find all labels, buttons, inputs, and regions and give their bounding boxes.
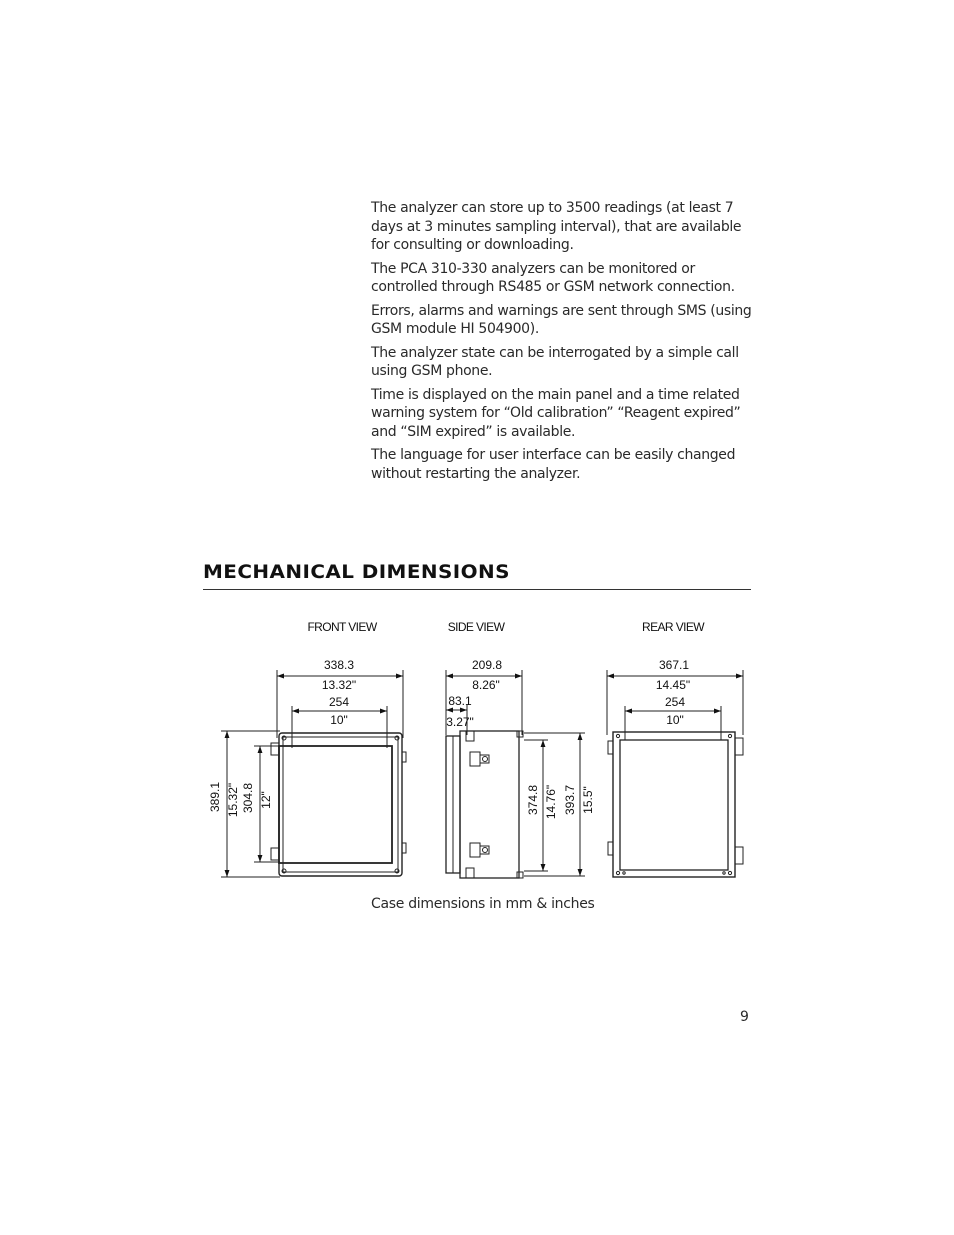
paragraph-state-call: The analyzer state can be interrogated by a simple call using GSM phone. <box>371 344 739 379</box>
front-height-in: 15.32" <box>226 782 240 818</box>
figure-caption: Case dimensions in mm & inches <box>371 896 595 912</box>
paragraph-sms: Errors, alarms and warnings are sent through SMS (using GSM module HI 504900). <box>371 302 752 337</box>
side-height-in: 14.76" <box>544 784 558 820</box>
front-height-mm: 389.1 <box>208 781 222 813</box>
front-view-label: FRONT VIEW <box>307 620 377 634</box>
front-width-in: 13.32" <box>321 678 357 692</box>
front-inner-width-in: 10" <box>330 713 348 727</box>
paragraph-language: The language for user interface can be easily changed without restarting the analyzer. <box>371 447 736 482</box>
front-width-mm: 338.3 <box>323 658 355 672</box>
side-height-mm: 374.8 <box>526 784 540 816</box>
rear-inner-width-in: 10" <box>666 713 684 727</box>
front-view <box>221 670 406 877</box>
rear-width-mm: 367.1 <box>658 658 690 672</box>
front-inner-height-in: 12" <box>259 791 273 809</box>
side-depth-in: 8.26" <box>472 678 500 692</box>
side-total-height-mm: 393.7 <box>563 784 577 816</box>
section-title: MECHANICAL DIMENSIONS <box>203 561 510 583</box>
paragraph-time-warnings: Time is displayed on the main panel and a time related warning system for “Old calibration” “Reagent expired” and “SIM expired” is available. <box>371 386 741 440</box>
side-offset-mm: 83.1 <box>448 694 472 708</box>
side-total-height-in: 15.5" <box>581 786 595 814</box>
side-depth-mm: 209.8 <box>471 658 503 672</box>
front-inner-height-mm: 304.8 <box>241 782 255 814</box>
side-view-label: SIDE VIEW <box>447 620 505 634</box>
rear-inner-width-mm: 254 <box>664 695 686 709</box>
paragraph-monitoring: The PCA 310-330 analyzers can be monitored or controlled through RS485 or GSM network connection. <box>371 260 735 295</box>
page-number: 9 <box>740 1009 749 1025</box>
front-inner-width-mm: 254 <box>328 695 350 709</box>
side-offset-in: 3.27" <box>446 715 474 729</box>
paragraph-storage: The analyzer can store up to 3500 readings (at least 7 days at 3 minutes sampling interval), that are available for consulting or downloading. <box>371 200 742 253</box>
rear-width-in: 14.45" <box>655 678 691 692</box>
rear-view-label: REAR VIEW <box>642 620 704 634</box>
